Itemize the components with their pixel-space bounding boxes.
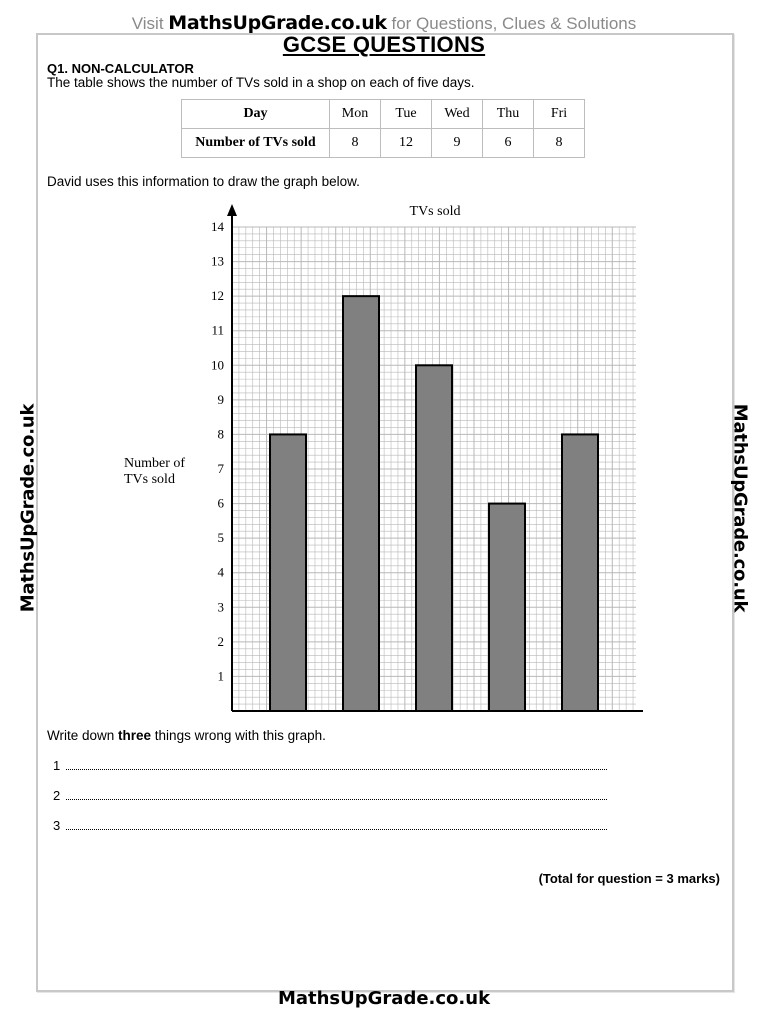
- y-tick-label: 9: [217, 391, 224, 407]
- y-tick-label: 2: [217, 633, 224, 649]
- y-tick-label: 5: [217, 530, 224, 546]
- instruction-before: Write down: [47, 728, 119, 743]
- instruction-bold: three: [118, 728, 152, 743]
- y-axis-arrow: [227, 204, 237, 216]
- side-brand-right: MathsUpGrade.co.uk: [729, 403, 751, 613]
- answer-line-1[interactable]: [53, 758, 607, 773]
- y-tick-label: 10: [211, 357, 224, 373]
- y-tick-label: 12: [211, 288, 224, 304]
- header-suffix: for Questions, Clues & Solutions: [391, 14, 637, 33]
- bar: [489, 504, 525, 711]
- header-prefix: Visit: [131, 14, 164, 33]
- y-axis-label: Number of TVs sold: [124, 456, 186, 487]
- header-brand-logo: MathsUpGrade.co.uk: [168, 12, 387, 34]
- bar: [270, 434, 306, 711]
- tv-sales-table: [181, 99, 585, 158]
- table-cell: 8: [330, 129, 381, 158]
- answer-number: 1: [53, 758, 61, 773]
- y-tick-label: 4: [217, 564, 224, 580]
- total-marks: (Total for question = 3 marks): [538, 871, 720, 886]
- question-intro: The table shows the number of TVs sold in a shop on each of five days.: [47, 75, 475, 90]
- y-tick-label: 1: [217, 668, 224, 684]
- answer-dotted-line[interactable]: [66, 789, 607, 800]
- y-tick-label: 3: [217, 599, 224, 615]
- answer-line-2[interactable]: [53, 788, 607, 803]
- instruction-after: things wrong with this graph.: [151, 728, 326, 743]
- table-cell: Fri: [534, 100, 585, 129]
- footer-brand-logo: MathsUpGrade.co.uk: [277, 988, 491, 1009]
- answer-dotted-line[interactable]: [66, 819, 607, 830]
- table-row-header: Number of TVs sold: [182, 129, 330, 158]
- table-cell: Mon: [330, 100, 381, 129]
- y-tick-label: 7: [217, 461, 224, 476]
- table-cell: Tue: [381, 100, 432, 129]
- y-tick-label: 6: [217, 495, 224, 511]
- answer-number: 3: [53, 818, 61, 833]
- table-row-header: Day: [182, 100, 330, 129]
- bar: [562, 434, 598, 711]
- chart-title: TVs sold: [409, 204, 461, 219]
- answer-line-3[interactable]: [53, 818, 607, 833]
- tv-sales-bar-chart: [110, 198, 670, 723]
- table-cell: Thu: [483, 100, 534, 129]
- table-row: [182, 100, 585, 129]
- table-cell: 6: [483, 129, 534, 158]
- page-title: GCSE QUESTIONS: [282, 32, 486, 57]
- answer-number: 2: [53, 788, 61, 803]
- table-cell: 8: [534, 129, 585, 158]
- graph-intro: David uses this information to draw the graph below.: [47, 174, 360, 189]
- y-tick-label: 13: [211, 253, 224, 269]
- y-tick-label: 11: [211, 322, 224, 338]
- table-cell: 9: [432, 129, 483, 158]
- answer-dotted-line[interactable]: [66, 759, 607, 770]
- table-row: [182, 129, 585, 158]
- question-label: Q1. NON-CALCULATOR: [47, 61, 194, 76]
- y-tick-label: 8: [217, 426, 224, 442]
- header-banner: [0, 12, 768, 34]
- bar: [343, 296, 379, 711]
- instruction: [47, 728, 326, 743]
- table-cell: 12: [381, 129, 432, 158]
- table-cell: Wed: [432, 100, 483, 129]
- y-tick-label: 14: [211, 219, 224, 234]
- bar: [416, 365, 452, 711]
- side-brand-left: MathsUpGrade.co.uk: [17, 403, 39, 613]
